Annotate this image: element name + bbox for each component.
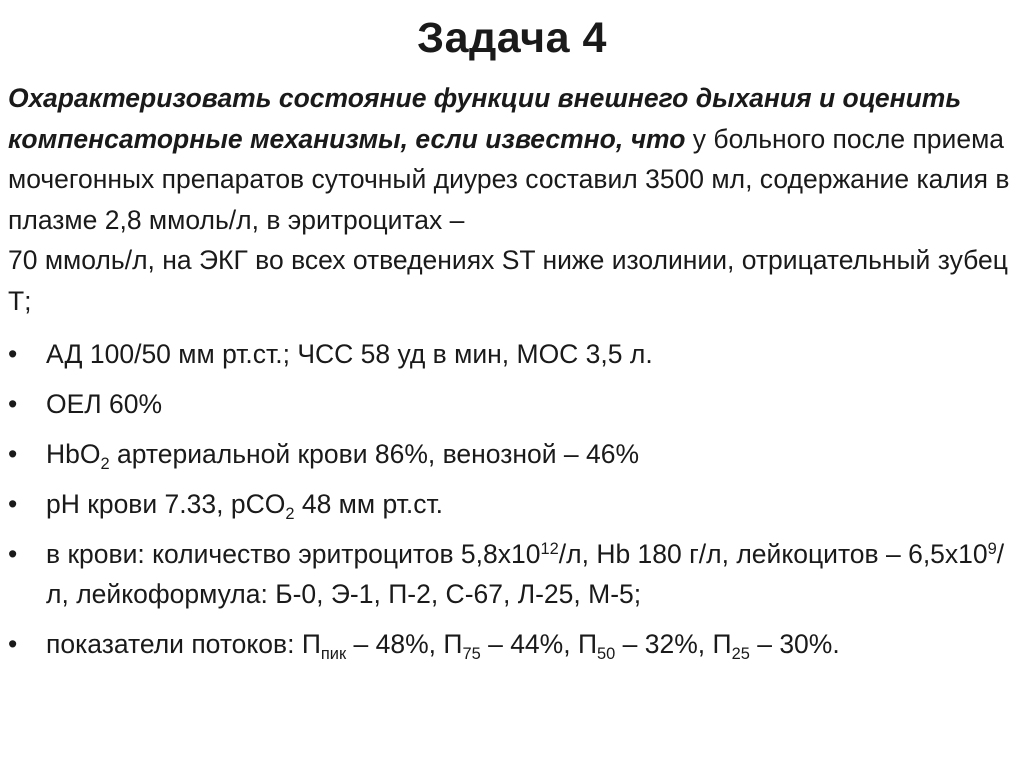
text-part: – 32%, П: [615, 629, 732, 659]
text-part: /л, лейкоформула: Б-0, Э-1, П-2, С-67, Л-25, М-5;: [46, 539, 1005, 609]
text-part: /л, Hb 180 г/л, лейкоцитов – 6,5х10: [558, 539, 988, 569]
subscript: пик: [320, 644, 347, 663]
text-part: показатели потоков: П: [46, 629, 321, 659]
bullet-icon: •: [8, 389, 18, 419]
text-part: артериальной крови 86%, венозной – 46%: [109, 439, 640, 469]
task-instruction: Охарактеризовать состояние функции внешнего дыхания и оценить компенсаторные механизмы, если известно, что: [8, 83, 962, 154]
subscript: 2: [285, 504, 295, 523]
total-lung-capacity-text: ОЕЛ 60%: [46, 389, 163, 419]
bullet-icon: •: [8, 489, 18, 519]
superscript: 9: [987, 539, 997, 558]
list-item: [8, 534, 1018, 614]
list-item: [8, 334, 1018, 374]
text-part: – 30%.: [749, 629, 840, 659]
text-part: 48 мм рт.ст.: [294, 489, 444, 519]
text-part: в крови: количество эритроцитов 5,8х10: [46, 539, 541, 569]
subscript: 75: [462, 644, 481, 663]
oxyhemoglobin-text: [46, 439, 640, 473]
task-condition: у больного после приема мочегонных препаратов суточный диурез составил 3500 мл, содержание калия в плазме 2,8 ммоль/л, в эритроцитах –: [8, 123, 1010, 235]
bullet-icon: •: [8, 439, 18, 469]
subscript: 25: [731, 644, 750, 663]
list-item: [8, 384, 1018, 424]
list-item: [8, 624, 1018, 664]
flow-rates-text: [46, 629, 840, 663]
task-condition-continued: 70 ммоль/л, на ЭКГ во всех отведениях ST ниже изолинии, отрицательный зубец Т;: [8, 245, 1008, 316]
subscript: 2: [100, 454, 110, 473]
bullet-icon: •: [8, 629, 18, 659]
task-description: [8, 78, 1018, 321]
text-part: HbO: [46, 439, 101, 469]
slide-title: Задача 4: [417, 14, 607, 62]
bullet-icon: •: [8, 339, 18, 369]
bullet-icon: •: [8, 539, 18, 569]
subscript: 50: [597, 644, 616, 663]
text-part: – 48%, П: [346, 629, 463, 659]
superscript: 12: [540, 539, 559, 558]
findings-list: [8, 334, 1018, 674]
text-part: – 44%, П: [480, 629, 598, 659]
blood-count-text: [46, 539, 1004, 609]
blood-pressure-text: АД 100/50 мм рт.ст.; ЧСС 58 уд в мин, МОС 3,5 л.: [46, 339, 653, 369]
list-item: [8, 484, 1018, 524]
list-item: [8, 434, 1018, 474]
text-part: pH крови 7.33, pCO: [46, 489, 286, 519]
blood-ph-text: [46, 489, 444, 523]
